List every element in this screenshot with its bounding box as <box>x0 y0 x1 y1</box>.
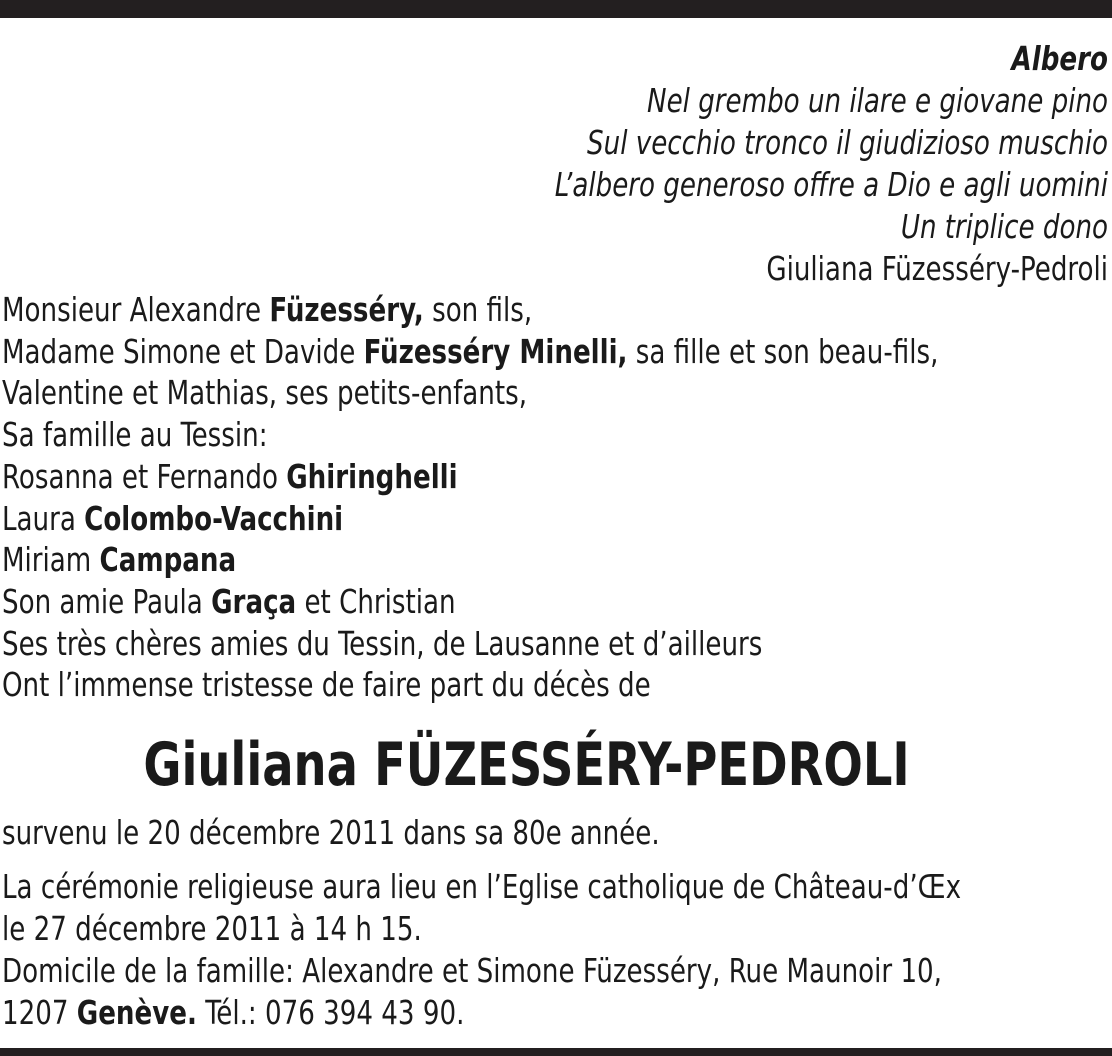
family-line-text: Son amie Paula <box>2 581 212 621</box>
family-line-text: Miriam <box>2 540 100 580</box>
death-date-line: survenu le 20 décembre 2011 dans sa 80e année. <box>2 813 660 852</box>
family-line <box>2 581 1093 623</box>
family-line <box>2 623 1093 665</box>
family-line-surname: Füzesséry Minelli, <box>363 331 628 371</box>
top-border-rule <box>0 0 1112 18</box>
postal-code: 1207 <box>2 993 77 1032</box>
family-line-text: Sa famille au Tessin: <box>2 415 268 455</box>
domicile-line: Domicile de la famille: Alexandre et Simone Füzesséry, Rue Maunoir 10, <box>2 951 942 990</box>
bottom-border-rule <box>0 1048 1112 1056</box>
family-line <box>2 331 1093 373</box>
family-line-surname: Füzesséry, <box>269 290 424 329</box>
deceased-name-heading <box>0 728 1112 802</box>
poem-verse: Nel grembo un ilare e giovane pino <box>647 81 1108 120</box>
ceremony-details <box>2 812 1106 1034</box>
poem-verse: Un triplice dono <box>900 207 1108 246</box>
address-phone-line <box>2 992 1106 1034</box>
family-line-text: Rosanna et Fernando <box>2 456 287 496</box>
poem-verse: L’albero generoso offre a Dio e agli uomini <box>554 165 1108 204</box>
family-line-text: Ses très chères amies du Tessin, de Lausanne et d’ailleurs <box>2 623 763 663</box>
family-line <box>2 498 1093 540</box>
family-line-surname: Campana <box>99 540 237 580</box>
family-line <box>2 664 1093 706</box>
family-line <box>2 456 1093 498</box>
family-line <box>2 414 1093 456</box>
poem-author: Giuliana Füzesséry-Pedroli <box>766 249 1108 288</box>
family-line <box>2 372 1093 414</box>
family-line-text: son fils, <box>423 290 533 329</box>
city-name: Genève. <box>76 993 197 1032</box>
paragraph-gap <box>2 854 1106 866</box>
poem-title: Albero <box>1011 39 1108 78</box>
family-line-text: et Christian <box>296 581 456 621</box>
family-line-surname: Ghiringhelli <box>286 456 458 496</box>
family-line-text: Laura <box>2 498 85 538</box>
family-line-text: Madame Simone et Davide <box>2 331 364 371</box>
poem-verse: Sul vecchio tronco il giudizioso muschio <box>587 123 1108 162</box>
family-line-surname: Colombo-Vacchini <box>84 498 344 538</box>
ceremony-date-line: le 27 décembre 2011 à 14 h 15. <box>2 909 422 948</box>
family-line-text: Ont l’immense tristesse de faire part du décès de <box>2 665 651 705</box>
deceased-name: Giuliana FÜZESSÉRY-PEDROLI <box>143 730 911 800</box>
family-line <box>2 289 1093 331</box>
ceremony-line: La cérémonie religieuse aura lieu en l’Eglise catholique de Château-d’Œx <box>2 867 962 906</box>
family-list <box>2 289 1093 706</box>
poem-block <box>316 38 1108 290</box>
phone-number: Tél.: 076 394 43 90. <box>196 993 465 1032</box>
family-line-text: Monsieur Alexandre <box>2 290 270 329</box>
family-line-surname: Graça <box>211 581 297 621</box>
family-line <box>2 539 1093 581</box>
family-line-text: Valentine et Mathias, ses petits-enfants, <box>2 373 527 413</box>
family-line-text: sa fille et son beau-fils, <box>627 331 939 371</box>
